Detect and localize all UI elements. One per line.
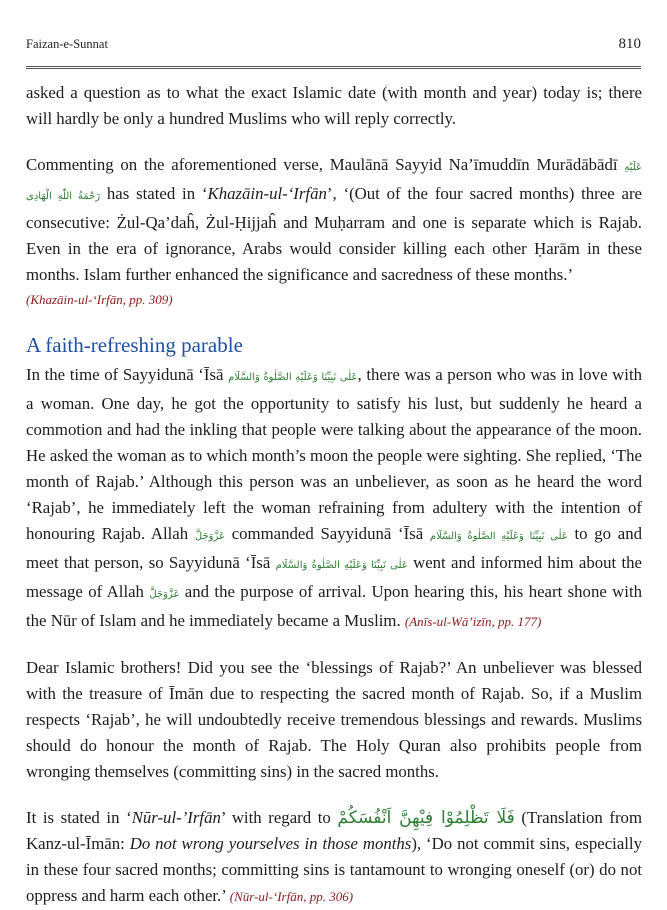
commentary-rest: ’, ‘(Out of the four sacred months) three are consecutive: Żul-Qa’daĥ, Żul-Ḥijjaĥ and Muḥarram and one is separate which is Rajab. Even in the era of ignorance, Arabs would consider killing each other Ḥarām in these months. Islam further enhanced the significance and sacredness of these months.’ <box>26 184 642 284</box>
book-title: Faizan-e-Sunnat <box>26 37 108 51</box>
dua-text: عَلَيْهِ رَحْمَةُ اللّٰهِ الْهَادِى <box>26 162 642 202</box>
paragraph-parable <box>26 362 642 635</box>
nur-text: ), ‘Do not commit sins, especially in these four sacred months; committing sins is tantamount to wronging oneself (or) do not oppress and harm each other.’ <box>26 834 642 905</box>
verse-translation: Do not wrong yourselves in those months <box>129 834 412 853</box>
nur-text: (Translation from Kanz-ul-Īmān: <box>26 808 643 853</box>
book-name: Khazāin-ul-‘Irfān <box>207 184 327 203</box>
nur-text: It is stated in ‘ <box>26 808 132 827</box>
azza-wajal-text: عَزَّوَجَلَّ <box>149 589 180 600</box>
dua-nabi-text: عَلٰى نَبِيِّنَا وَعَلَيْهِ الصَّلٰوةُ وَالسَّلَام <box>275 560 408 571</box>
parable-text: went and informed him about the message of Allah <box>26 553 642 601</box>
dua-nabi-text: عَلٰى نَبِيِّنَا وَعَلَيْهِ الصَّلٰوةُ وَالسَّلَام <box>429 531 568 542</box>
dua-nabi-text: عَلٰى نَبِيِّنَا وَعَلَيْهِ الصَّلٰوةُ وَالسَّلَام <box>228 372 358 383</box>
reference-anis: (Anīs-ul-Wā’izīn, pp. 177) <box>404 614 542 629</box>
parable-text: , there was a person who was in love with a woman. One day, he got the opportunity to satisfy his lust, but suddenly he heard a commotion and had the inkling that people were talking about the appearance of the moon. He asked the woman as to which month’s moon the people were sighting. She replied, ‘The month of Rajab.’ Although this person was an unbeliever, as soon as he heard the word ‘Rajab’, he immediately left the woman refraining from adultery with the intention of honouring Rajab. Allah <box>26 365 642 543</box>
nur-text: ’ with regard to <box>220 808 338 827</box>
commentary-mid: has stated in ‘ <box>100 184 208 203</box>
paragraph-commentary <box>26 152 642 288</box>
page-body <box>26 80 642 910</box>
reference-khazain: (Khazāin-ul-‘Irfān, pp. 309) <box>26 292 173 307</box>
header-divider <box>26 66 641 69</box>
page-number: 810 <box>618 36 641 52</box>
quran-verse: فَلَا تَظْلِمُوْا فِيْهِنَّ اَنْفُسَكُمْ <box>337 808 515 828</box>
commentary-lead: Commenting on the aforementioned verse, Maulānā Sayyid Na’īmuddīn Murādābādī <box>26 155 625 174</box>
paragraph-nur-ul-irfan <box>26 805 642 910</box>
paragraph-blessings: Dear Islamic brothers! Did you see the ‘blessings of Rajab?’ An unbeliever was blessed with the treasure of Īmān due to respecting the sacred month of Rajab. So, if a Muslim respects ‘Rajab’, he will undoubtedly receive tremendous blessings and rewards. Muslims should do honour the month of Rajab. The Holy Quran also prohibits people from wronging themselves (committing sins) in the sacred months. <box>26 658 642 781</box>
page-header <box>26 36 641 53</box>
parable-text: and the purpose of arrival. Upon hearing this, his heart shone with the Nūr of Islam and he immediately became a Muslim. <box>26 582 642 630</box>
paragraph-intro: asked a question as to what the exact Islamic date (with month and year) today is; there will hardly be only a hundred Muslims who will reply correctly. <box>26 83 642 128</box>
section-heading: A faith-refreshing parable <box>26 333 243 357</box>
parable-text: commanded Sayyidunā ‘Īsā <box>224 524 430 543</box>
parable-text: In the time of Sayyidunā ‘Īsā <box>26 365 229 384</box>
book-name: Nūr-ul-’Irfān <box>131 808 221 827</box>
parable-text: to go and meet that person, so Sayyidunā ‘Īsā <box>26 524 643 572</box>
reference-nur: (Nūr-ul-‘Irfān, pp. 306) <box>229 889 354 904</box>
azza-wajal-text: عَزَّوَجَلَّ <box>194 531 225 542</box>
